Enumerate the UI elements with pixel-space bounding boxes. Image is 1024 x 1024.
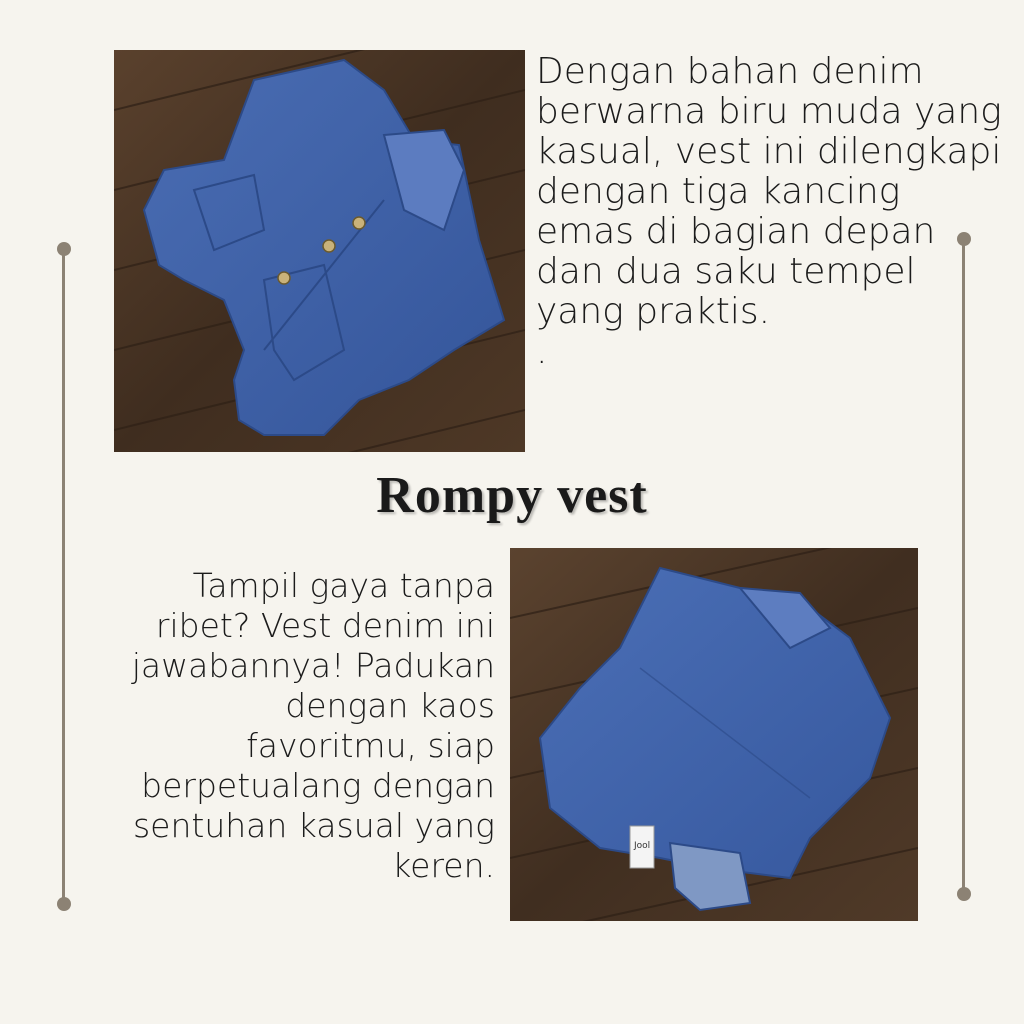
description-top-text: Dengan bahan denim berwarna biru muda yang kasual, vest ini dilengkapi dengan tiga kancing emas di bagian depan dan dua saku tempel yang praktis.	[536, 51, 1002, 332]
description-top	[536, 52, 1006, 372]
description-bottom: Tampil gaya tanpa ribet? Vest denim ini jawabannya! Padukan dengan kaos favoritmu, siap berpetualang dengan sentuhan kasual yang keren.	[131, 566, 495, 885]
vest-back-photo	[510, 548, 918, 921]
product-title: Rompy vest	[376, 467, 648, 524]
description-top-trailing-dot: .	[536, 331, 548, 372]
clothing-tag-label: Jool	[634, 841, 651, 851]
right-line-bottom-dot	[957, 887, 971, 901]
left-line-top-dot	[57, 242, 71, 256]
left-decorative-line	[62, 250, 65, 905]
left-line-bottom-dot	[57, 897, 71, 911]
vest-front-photo	[114, 50, 525, 452]
